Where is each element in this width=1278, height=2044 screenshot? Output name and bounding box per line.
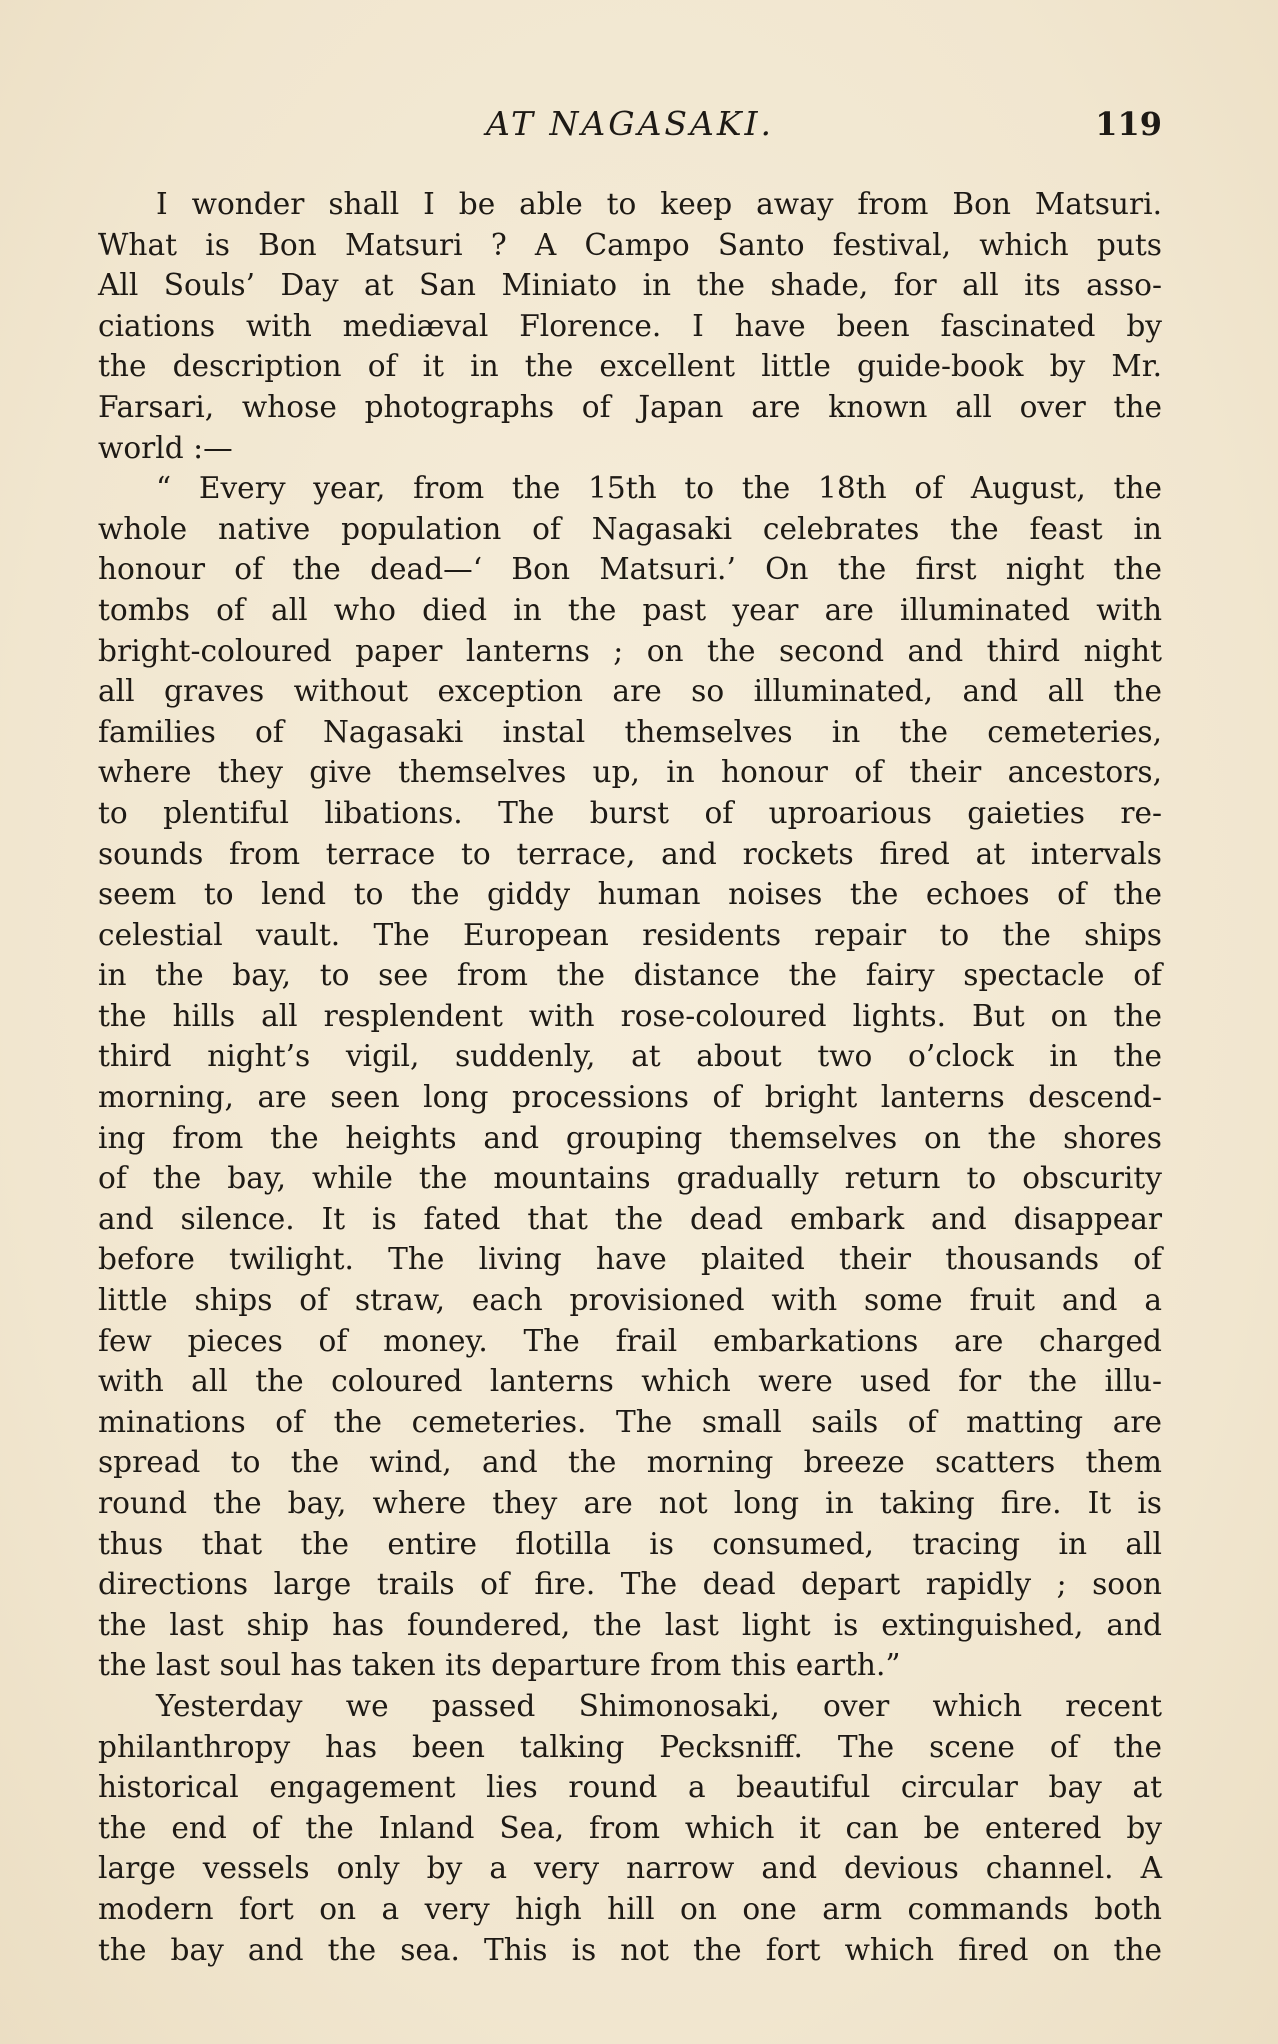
text-line: round the bay, where they are not long in taking fire. It is <box>98 1486 1162 1520</box>
text-line: of the bay, while the mountains gradually return to obscurity <box>98 1161 1162 1196</box>
text-line: and silence. It is fated that the dead embark and disappear <box>98 1201 1162 1236</box>
text-line: historical engagement lies round a beautiful circular bay at <box>98 1770 1162 1805</box>
text-line: the description of it in the excellent little guide-book by Mr. <box>98 349 1162 384</box>
text-line: celestial vault. The European residents repair to the ships <box>98 917 1162 952</box>
text-line: to plentiful libations. The burst of uproarious gaieties re- <box>98 795 1162 830</box>
text-line: philanthropy has been talking Pecksniff. The scene of the <box>98 1729 1162 1764</box>
text-line: tombs of all who died in the past year are illuminated with <box>98 592 1162 627</box>
page-number: 119 <box>1095 105 1162 143</box>
text-line: Yesterday we passed Shimonosaki, over which recent <box>156 1688 1162 1723</box>
text-line: little ships of straw, each provisioned with some fruit and a <box>98 1283 1162 1318</box>
text-line: spread to the wind, and the morning breeze scatters them <box>98 1445 1162 1480</box>
running-title: AT NAGASAKI. <box>485 104 775 143</box>
text-line: the last soul has taken its departure from this earth.” <box>98 1648 901 1683</box>
text-line: What is Bon Matsuri ? A Campo Santo festival, which puts <box>98 227 1162 262</box>
text-line: Farsari, whose photographs of Japan are known all over the <box>98 389 1162 424</box>
text-line: the bay and the sea. This is not the fort which fired on the <box>98 1932 1162 1967</box>
text-line: large vessels only by a very narrow and devious channel. A <box>98 1851 1162 1886</box>
text-line: morning, are seen long processions of bright lanterns descend- <box>98 1080 1162 1115</box>
text-line: honour of the dead—‘ Bon Matsuri.’ On the first night the <box>98 552 1162 587</box>
text-line: bright-coloured paper lanterns ; on the second and third night <box>98 633 1162 668</box>
text-line: world :— <box>98 430 233 465</box>
text-line: where they give themselves up, in honour of their ancestors, <box>98 755 1162 790</box>
text-line: thus that the entire flotilla is consumed, tracing in all <box>98 1526 1162 1561</box>
text-line: ciations with mediæval Florence. I have been fascinated by <box>98 308 1162 343</box>
text-line: whole native population of Nagasaki celebrates the feast in <box>98 511 1162 546</box>
text-line: the hills all resplendent with rose-coloured lights. But on the <box>98 998 1162 1033</box>
text-line: ing from the heights and grouping themselves on the shores <box>98 1120 1162 1155</box>
text-line: seem to lend to the giddy human noises the echoes of the <box>98 877 1162 912</box>
text-line: all graves without exception are so illuminated, and all the <box>98 674 1162 709</box>
text-line: directions large trails of fire. The dead depart rapidly ; soon <box>98 1567 1162 1602</box>
text-line: All Souls’ Day at San Miniato in the shade, for all its asso- <box>98 268 1162 303</box>
text-line: families of Nagasaki instal themselves in the cemeteries, <box>98 714 1162 749</box>
text-line: few pieces of money. The frail embarkations are charged <box>98 1323 1162 1358</box>
text-line: the last ship has foundered, the last light is extinguished, and <box>98 1607 1162 1642</box>
text-line: the end of the Inland Sea, from which it can be entered by <box>98 1810 1162 1845</box>
text-line: in the bay, to see from the distance the fairy spectacle of <box>98 958 1162 993</box>
body-text <box>98 184 1162 1970</box>
text-line: minations of the cemeteries. The small sails of matting are <box>98 1404 1162 1439</box>
text-line: sounds from terrace to terrace, and rockets fired at intervals <box>98 836 1162 871</box>
text-line: “ Every year, from the 15th to the 18th of August, the <box>156 471 1162 506</box>
text-line: with all the coloured lanterns which were used for the illu- <box>98 1364 1162 1399</box>
text-line: I wonder shall I be able to keep away from Bon Matsuri. <box>156 187 1162 221</box>
text-line: modern fort on a very high hill on one arm commands both <box>98 1891 1162 1926</box>
text-line: before twilight. The living have plaited their thousands of <box>98 1242 1162 1277</box>
running-head <box>98 100 1162 148</box>
text-line: third night’s vigil, suddenly, at about two o’clock in the <box>98 1039 1162 1074</box>
